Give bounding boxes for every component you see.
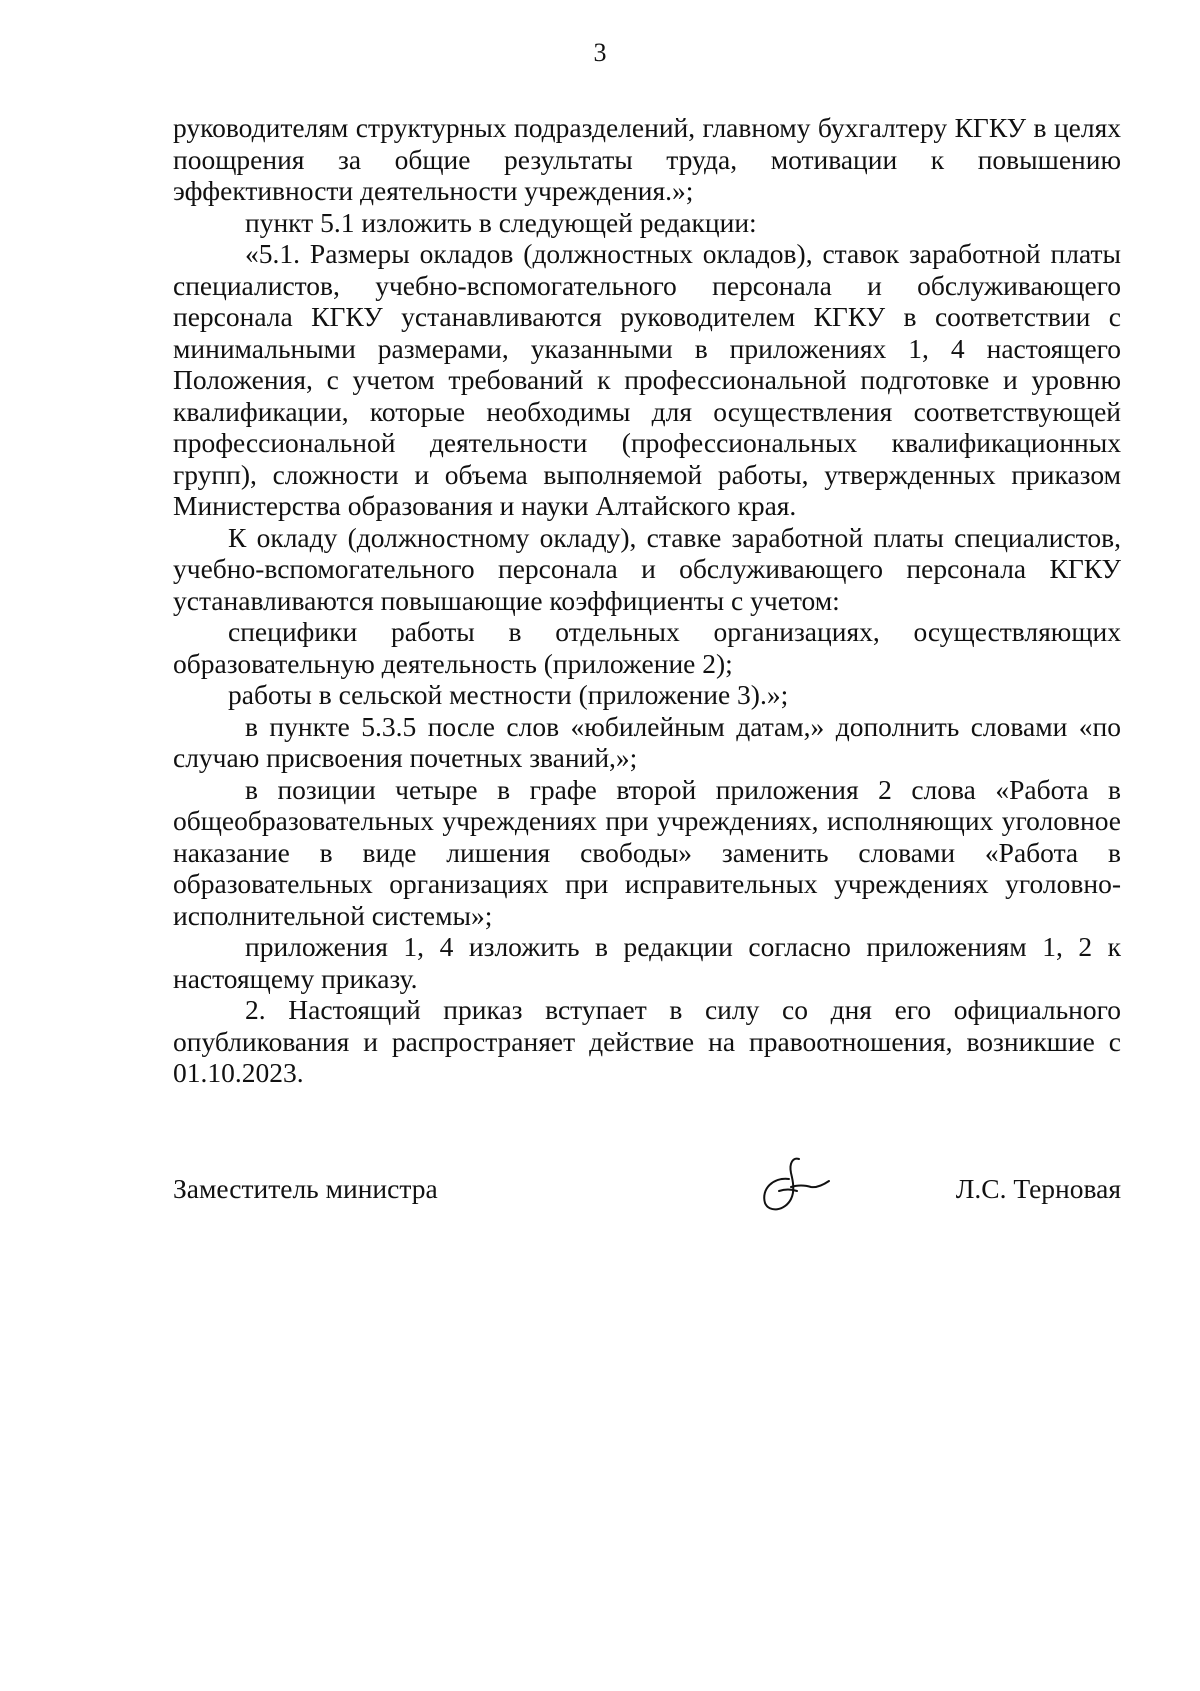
paragraph-appendix-2: в позиции четыре в графе второй приложения 2 слова «Работа в общеобразовательных учреждениях при учреждениях, исполняющих уголовное наказание в виде лишения свободы» заменить словами «Работа в образовательных организациях при исправительных учреждениях уголовно-исполнительной системы»; bbox=[173, 773, 1121, 931]
paragraph-continuation: руководителям структурных подразделений, главному бухгалтеру КГКУ в целях поощрения за общие результаты труда, мотивации к повышению эффективности деятельности учреждения.»; bbox=[173, 112, 1121, 206]
paragraph-specifics: специфики работы в отдельных организациях, осуществляющих образовательную деятельность (приложение 2); bbox=[173, 616, 1121, 679]
signature-block bbox=[173, 1173, 1121, 1233]
paragraph-effective-date: 2. Настоящий приказ вступает в силу со дня его официального опубликования и распространяет действие на правоотношения, возникшие с 01.10.2023. bbox=[173, 994, 1121, 1088]
paragraph-clause-5-3-5: в пункте 5.3.5 после слов «юбилейным датам,» дополнить словами «по случаю присвоения почетных званий,»; bbox=[173, 710, 1121, 773]
signatory-name: Л.С. Терновая bbox=[955, 1173, 1121, 1204]
page-number: 3 bbox=[593, 38, 607, 67]
paragraph-appendices-1-4: приложения 1, 4 изложить в редакции согласно приложениям 1, 2 к настоящему приказу. bbox=[173, 931, 1121, 994]
handwritten-signature-icon bbox=[751, 1151, 841, 1221]
paragraph-rural: работы в сельской местности (приложение 3).»; bbox=[228, 679, 789, 710]
paragraph-clause-5-1-intro: пункт 5.1 изложить в следующей редакции: bbox=[245, 206, 757, 238]
document-body bbox=[173, 112, 1121, 1089]
paragraph-clause-5-1: «5.1. Размеры окладов (должностных окладов), ставок заработной платы специалистов, учебно-вспомогательного персонала и обслуживающего персонала КГКУ устанавливаются руководителем КГКУ в соответствии с минимальными размерами, указанными в приложениях 1, 4 настоящего Положения, с учетом требований к профессиональной подготовке и уровню квалификации, которые необходимы для осуществления соответствующей профессиональной деятельности (профессиональных квалификационных групп), сложности и объема выполняемой работы, утвержденных приказом Министерства образования и науки Алтайского края. bbox=[173, 238, 1121, 521]
signatory-position: Заместитель министра bbox=[173, 1173, 438, 1204]
paragraph-coefficients: К окладу (должностному окладу), ставке заработной платы специалистов, учебно-вспомогательного персонала и обслуживающего персонала КГКУ устанавливаются повышающие коэффициенты с учетом: bbox=[173, 521, 1121, 616]
